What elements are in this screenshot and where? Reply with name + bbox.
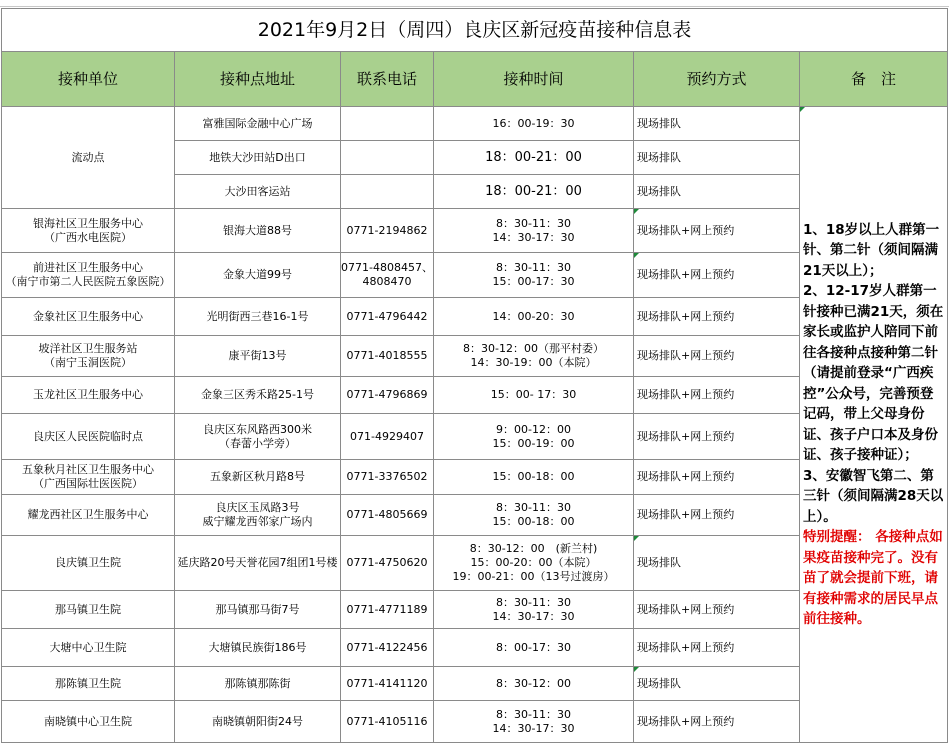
method-cell-line: 现场排队: [637, 150, 681, 164]
time-cell-line: 16：00-19：30: [492, 116, 575, 130]
phone-cell-line: 0771-2194862: [346, 223, 428, 237]
header-time: 接种时间: [434, 52, 634, 107]
method-cell-line: 现场排队: [637, 184, 681, 198]
address-cell: [175, 414, 341, 460]
method-cell: [634, 141, 800, 175]
method-cell: [634, 701, 800, 743]
special-reminder: 特别提醒： 各接种点如果疫苗接种完了。没有苗了就会提前下班，请有接种需求的居民早点前往接种。: [803, 529, 943, 627]
address-cell: [175, 141, 341, 175]
unit-cell: [2, 336, 175, 377]
method-cell-line: 现场排队+网上预约: [637, 223, 735, 237]
unit-cell: [2, 591, 175, 629]
time-cell-line: 14：30-17：30: [492, 230, 575, 244]
unit-cell-line: （广西国际壮医医院）: [33, 477, 143, 490]
notes-cell: [800, 107, 948, 743]
address-cell: [175, 536, 341, 591]
method-cell-line: 现场排队+网上预约: [637, 388, 735, 401]
method-cell-line: 现场排队: [637, 556, 681, 569]
address-cell-line: 银海大道88号: [223, 223, 292, 237]
address-cell: [175, 629, 341, 667]
method-cell: [634, 377, 800, 414]
header-notes: 备 注: [800, 52, 948, 107]
time-cell-line: 14：30-17：30: [492, 609, 575, 623]
time-cell-line: 14：00-20：30: [492, 309, 575, 323]
phone-cell: [341, 536, 434, 591]
address-cell: [175, 253, 341, 298]
address-cell-line: 五象新区秋月路8号: [210, 470, 305, 483]
time-cell-line: 14：30-19：00（本院）: [470, 356, 597, 369]
address-cell-line: 延庆路20号天誉花园7组团1号楼: [177, 556, 338, 569]
unit-cell-line: 良庆镇卫生院: [55, 556, 121, 569]
phone-cell: [341, 175, 434, 209]
header-phone: 联系电话: [341, 52, 434, 107]
time-cell-line: 8：30-12：00: [496, 676, 571, 690]
phone-cell-line: 4808470: [362, 275, 412, 288]
address-cell-line: 康平街13号: [228, 349, 287, 362]
phone-cell: [341, 591, 434, 629]
method-cell: [634, 460, 800, 495]
table-title: 2021年9月2日（周四）良庆区新冠疫苗接种信息表: [2, 9, 948, 52]
address-cell: [175, 591, 341, 629]
time-cell: [434, 141, 634, 175]
method-cell-line: 现场排队+网上预约: [637, 640, 735, 654]
time-cell: [434, 107, 634, 141]
time-cell-line: 19：00-21：00（13号过渡房）: [452, 570, 615, 583]
address-cell-line: 大沙田客运站: [224, 184, 291, 198]
vaccination-info-table: [1, 8, 948, 743]
address-cell-line: 南晓镇朝阳街24号: [212, 714, 303, 728]
unit-cell: [2, 536, 175, 591]
time-cell: [434, 495, 634, 536]
header-unit: 接种单位: [2, 52, 175, 107]
time-cell-line: 15：00-20：00（本院）: [470, 556, 597, 569]
method-cell: [634, 536, 800, 591]
address-cell-line: 大塘镇民族街186号: [208, 640, 307, 654]
time-cell-line: 8：30-12：00 (新兰村): [469, 542, 598, 555]
phone-cell: [341, 141, 434, 175]
phone-cell-line: 071-4929407: [350, 429, 424, 443]
method-cell-line: 现场排队+网上预约: [637, 714, 735, 728]
phone-cell-line: 0771-4141120: [346, 676, 428, 690]
address-cell: [175, 336, 341, 377]
time-cell-line: 8：30-11：30: [496, 707, 571, 721]
header-address: 接种点地址: [175, 52, 341, 107]
unit-cell-line: 耀龙西社区卫生服务中心: [27, 508, 149, 521]
address-cell: [175, 701, 341, 743]
time-cell-line: 8：30-11：30: [496, 261, 571, 274]
header-method: 预约方式: [634, 52, 800, 107]
unit-cell: [2, 414, 175, 460]
phone-cell-line: 0771-4105116: [346, 714, 428, 728]
time-cell-line: 8：30-12：00（那平村委）: [463, 342, 604, 355]
unit-cell-line: 银海社区卫生服务中心: [33, 216, 143, 230]
phone-cell-line: 0771-4750620: [346, 556, 428, 569]
address-cell-line: 金象大道99号: [223, 268, 292, 281]
method-cell-line: 现场排队+网上预约: [637, 349, 735, 362]
address-cell-line: 那马镇那马街7号: [215, 602, 300, 616]
phone-cell: [341, 629, 434, 667]
address-cell-line: 良庆区东风路西300米: [203, 422, 312, 436]
method-cell-line: 现场排队+网上预约: [637, 429, 735, 443]
address-cell: [175, 298, 341, 336]
phone-cell: [341, 209, 434, 253]
method-cell: [634, 667, 800, 701]
time-cell-line: 15：00- 17：30: [490, 388, 577, 401]
time-cell: [434, 209, 634, 253]
unit-cell: [2, 377, 175, 414]
time-cell-line: 8：30-11：30: [496, 595, 571, 609]
address-cell-line: 金象三区秀禾路25-1号: [201, 388, 314, 401]
unit-cell-line: 前进社区卫生服务中心: [33, 261, 143, 274]
phone-cell: [341, 460, 434, 495]
address-cell: [175, 667, 341, 701]
unit-cell-line: （南宁市第二人民医院五象医院）: [5, 275, 171, 288]
address-cell-line: 地铁大沙田站D出口: [209, 150, 306, 164]
phone-cell: [341, 377, 434, 414]
unit-cell-line: 坡洋社区卫生服务站: [38, 342, 138, 355]
time-cell-line: 9：00-12：00: [496, 422, 571, 436]
address-cell-line: 威宁耀龙西邻家广场内: [202, 515, 313, 528]
unit-cell: [2, 460, 175, 495]
phone-cell-line: 0771-4796869: [346, 388, 428, 401]
time-cell-line: 15：00-19：00: [492, 436, 575, 450]
phone-cell-line: 0771-4771189: [346, 602, 428, 616]
header-row: [2, 52, 948, 107]
address-cell: [175, 495, 341, 536]
unit-cell-line: 流动点: [71, 150, 105, 164]
unit-cell-line: 玉龙社区卫生服务中心: [33, 388, 143, 401]
unit-cell: [2, 209, 175, 253]
phone-cell: [341, 667, 434, 701]
address-cell: [175, 209, 341, 253]
time-cell: [434, 591, 634, 629]
unit-cell-line: 良庆区人民医院临时点: [33, 429, 143, 443]
method-cell-line: 现场排队: [637, 116, 681, 130]
time-cell: [434, 536, 634, 591]
sheet-top-edge: [0, 0, 949, 7]
method-cell-line: 现场排队: [637, 676, 681, 690]
time-cell: [434, 298, 634, 336]
address-cell-line: （春蕾小学旁）: [219, 436, 296, 450]
method-cell: [634, 209, 800, 253]
phone-cell-line: 0771-4808457、: [341, 261, 433, 274]
method-cell: [634, 414, 800, 460]
method-cell: [634, 629, 800, 667]
method-cell-line: 现场排队+网上预约: [637, 268, 735, 281]
notes-line: 2、12-17岁人群第一针接种已满21天，须在家长或监护人陪同下前往各接种点接种第二针（请提前登录“广西疾控”公众号，完善预登记码，带上父母身份证、孩子户口本及身份证、孩子接种证）；: [803, 283, 944, 463]
unit-cell-line: （南宁玉洞医院）: [44, 356, 132, 369]
time-cell-line: 15：00-18：00: [492, 470, 575, 483]
unit-cell-line: 那马镇卫生院: [55, 602, 121, 616]
unit-cell: [2, 253, 175, 298]
time-cell: [434, 460, 634, 495]
unit-cell-line: 五象秋月社区卫生服务中心: [22, 463, 154, 476]
address-cell-line: 富雅国际金融中心广场: [202, 116, 313, 130]
phone-cell-line: 0771-4796442: [346, 309, 428, 323]
time-cell-line: 18：00-21：00: [485, 149, 582, 165]
unit-cell: [2, 701, 175, 743]
method-cell: [634, 336, 800, 377]
unit-cell: [2, 107, 175, 209]
method-cell-line: 现场排队+网上预约: [637, 309, 735, 323]
phone-cell: [341, 336, 434, 377]
unit-cell-line: （广西水电医院）: [44, 230, 132, 244]
method-cell-line: 现场排队+网上预约: [637, 602, 735, 616]
time-cell-line: 14：30-17：30: [492, 721, 575, 735]
notes-line: 1、18岁以上人群第一针、第二针（须间隔满21天以上）；: [803, 221, 940, 279]
unit-cell: [2, 298, 175, 336]
unit-cell: [2, 667, 175, 701]
time-cell-line: 8：30-11：30: [496, 216, 571, 230]
method-cell-line: 现场排队+网上预约: [637, 508, 735, 521]
phone-cell: [341, 107, 434, 141]
time-cell: [434, 336, 634, 377]
time-cell: [434, 629, 634, 667]
time-cell: [434, 253, 634, 298]
address-cell-line: 良庆区玉凤路3号: [215, 501, 300, 514]
time-cell-line: 18：00-21：00: [485, 183, 582, 199]
method-cell: [634, 495, 800, 536]
method-cell: [634, 253, 800, 298]
time-cell: [434, 175, 634, 209]
address-cell: [175, 107, 341, 141]
unit-cell-line: 那陈镇卫生院: [55, 676, 121, 690]
time-cell-line: 15：00-18：00: [492, 515, 575, 528]
unit-cell: [2, 495, 175, 536]
phone-cell: [341, 414, 434, 460]
time-cell-line: 15：00-17：30: [492, 275, 575, 288]
address-cell-line: 那陈镇那陈街: [224, 676, 291, 690]
phone-cell-line: 0771-4805669: [346, 508, 428, 521]
unit-cell: [2, 629, 175, 667]
phone-cell: [341, 253, 434, 298]
table-row: [2, 107, 948, 141]
time-cell: [434, 414, 634, 460]
phone-cell: [341, 495, 434, 536]
time-cell: [434, 377, 634, 414]
method-cell: [634, 298, 800, 336]
time-cell: [434, 701, 634, 743]
notes-line: 3、安徽智飞第二、第三针（须间隔满28天以上）。: [803, 467, 944, 525]
method-cell: [634, 107, 800, 141]
time-cell-line: 8：30-11：30: [496, 501, 571, 514]
phone-cell: [341, 298, 434, 336]
phone-cell: [341, 701, 434, 743]
time-cell: [434, 667, 634, 701]
phone-cell-line: 0771-4018555: [346, 349, 428, 362]
method-cell-line: 现场排队+网上预约: [637, 470, 735, 483]
unit-cell-line: 南晓镇中心卫生院: [44, 714, 132, 728]
unit-cell-line: 大塘中心卫生院: [49, 640, 127, 654]
phone-cell-line: 0771-3376502: [346, 470, 428, 483]
phone-cell-line: 0771-4122456: [346, 640, 428, 654]
address-cell-line: 光明街西三巷16-1号: [206, 309, 309, 323]
unit-cell-line: 金象社区卫生服务中心: [33, 309, 143, 323]
method-cell: [634, 175, 800, 209]
method-cell: [634, 591, 800, 629]
address-cell: [175, 460, 341, 495]
address-cell: [175, 377, 341, 414]
time-cell-line: 8：00-17：30: [496, 640, 571, 654]
address-cell: [175, 175, 341, 209]
